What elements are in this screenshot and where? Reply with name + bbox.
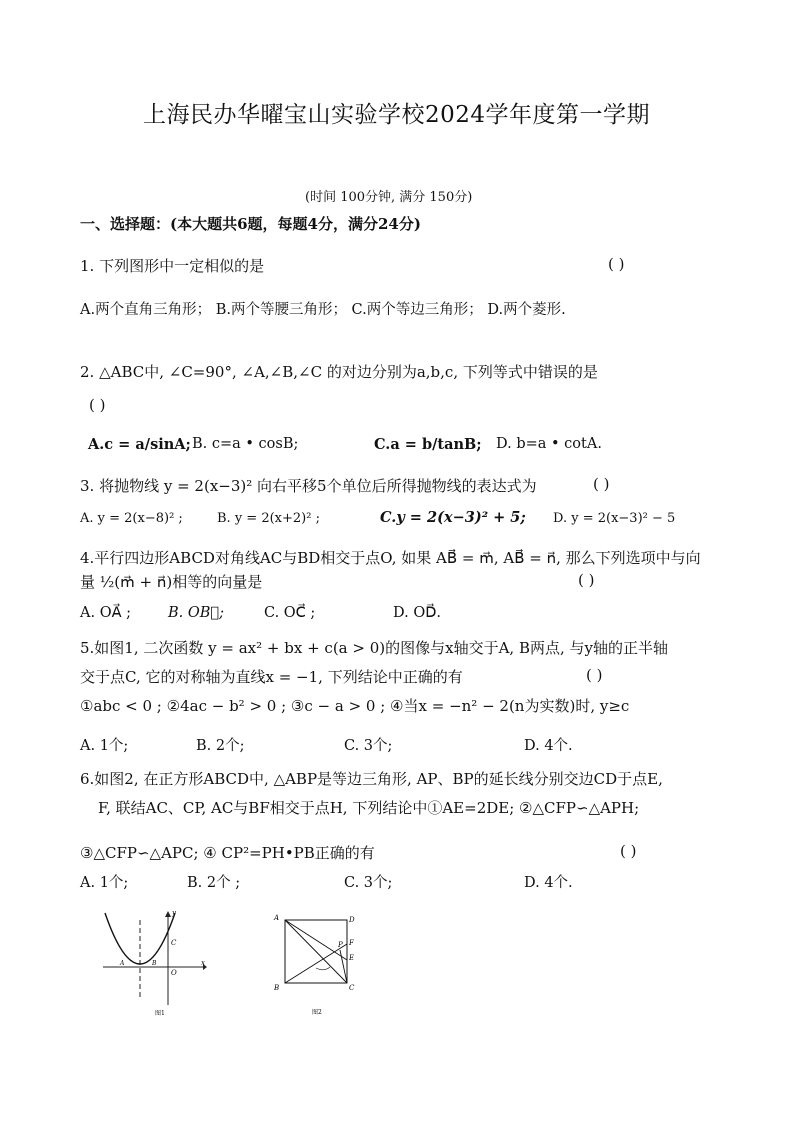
q6-stem-line1: 6.如图2, 在正方形ABCD中, △ABP是等边三角形, AP、BP的延长线分别交边CD于点E,: [80, 770, 663, 788]
line-ae: [285, 920, 347, 960]
fig1-label-b: B: [152, 960, 157, 967]
fig1-label-a: A: [120, 960, 125, 967]
angle-arc: [316, 967, 330, 970]
q1-options: A.两个直角三角形； B.两个等腰三角形； C.两个等边三角形； D.两个菱形.: [80, 302, 566, 318]
q6-option-d: D. 4个.: [524, 875, 573, 891]
figure-2-square: [268, 910, 368, 1020]
q3-option-a: A. y = 2(x−8)² ;: [80, 511, 183, 526]
fig1-caption: 图1: [155, 1010, 165, 1017]
fig1-label-o: O: [171, 969, 177, 977]
q2-option-b: B. c=a • cosB;: [192, 436, 299, 452]
q2-stem: 2. △ABC中, ∠C=90°, ∠A,∠B,∠C 的对边分别为a,b,c, 下列等式中错误的是: [80, 363, 598, 381]
q1-answer-bracket: ( ): [608, 255, 625, 273]
line-pc: [340, 950, 347, 983]
q6-answer-bracket: ( ): [620, 842, 637, 860]
q5-option-b: B. 2个;: [196, 738, 245, 754]
q6-stem-line3: ③△CFP∽△APC; ④ CP²=PH•PB正确的有: [80, 844, 375, 862]
y-axis-arrow: [165, 911, 171, 917]
fig2-label-b: B: [274, 984, 280, 992]
q4-option-c: C. OC⃗ ;: [264, 605, 316, 621]
fig1-label-x: x: [201, 959, 205, 967]
document-title: 上海民办华曜宝山实验学校2024学年度第一学期: [143, 102, 651, 128]
q2-option-d: D. b=a • cotA.: [496, 436, 602, 452]
q5-option-d: D. 4个.: [524, 738, 573, 754]
q3-option-b: B. y = 2(x+2)² ;: [217, 511, 320, 526]
fig2-label-d: D: [349, 916, 355, 924]
line-bf: [285, 944, 347, 983]
q5-statements: ①abc < 0 ; ②4ac − b² > 0 ; ③c − a > 0 ; ④当x = −n² − 2(n为实数)时, y≥c: [80, 697, 630, 715]
q3-option-d: D. y = 2(x−3)² − 5: [553, 511, 676, 526]
q2-option-a: A.c = a/sinA;: [88, 436, 191, 453]
exam-info: (时间 100分钟, 满分 150分): [305, 190, 473, 205]
figure-1-parabola: [95, 905, 215, 1020]
section-heading: 一、选择题：(本大题共6题，每题4分，满分24分): [80, 215, 421, 233]
q4-option-a: A. OA⃗ ;: [80, 605, 131, 621]
q4-option-b: B. OB⃗;: [168, 605, 225, 621]
q3-option-c: C.y = 2(x−3)² + 5;: [380, 509, 526, 526]
q5-option-a: A. 1个;: [80, 738, 129, 754]
q6-option-b: B. 2个 ;: [187, 875, 241, 891]
fig1-label-y: y: [172, 909, 176, 917]
q5-answer-bracket: ( ): [586, 666, 603, 684]
diagonal-ac: [285, 920, 347, 983]
fig2-label-a: A: [274, 914, 280, 922]
q6-option-a: A. 1个;: [80, 875, 129, 891]
q6-option-c: C. 3个;: [344, 875, 393, 891]
q4-stem-line2: 量 ½(m⃗ + n⃗)相等的向量是: [80, 573, 263, 591]
q3-stem: 3. 将抛物线 y = 2(x−3)² 向右平移5个单位后所得抛物线的表达式为: [80, 477, 537, 495]
q1-stem: 1. 下列图形中一定相似的是: [80, 257, 265, 275]
fig1-label-c: C: [171, 939, 177, 947]
q5-option-c: C. 3个;: [344, 738, 393, 754]
q5-stem-line1: 5.如图1, 二次函数 y = ax² + bx + c(a > 0)的图像与x轴交于A, B两点, 与y轴的正半轴: [80, 639, 668, 657]
fig2-caption: 图2: [312, 1009, 322, 1016]
q4-option-d: D. OD⃗.: [393, 605, 441, 621]
fig2-label-f: F: [349, 939, 354, 947]
fig2-label-c: C: [349, 984, 355, 992]
q3-answer-bracket: ( ): [593, 475, 610, 493]
q4-answer-bracket: ( ): [578, 571, 595, 589]
fig2-label-e: E: [349, 954, 355, 962]
q5-stem-line2: 交于点C, 它的对称轴为直线x = −1, 下列结论中正确的有: [80, 668, 463, 686]
q6-stem-line2: F, 联结AC、CP, AC与BF相交于点H, 下列结论中①AE=2DE; ②△CFP∽△APH;: [98, 799, 640, 817]
fig2-label-p: P: [338, 941, 343, 949]
q4-stem-line1: 4.平行四边形ABCD对角线AC与BD相交于点O, 如果 AB⃗ = m⃗, AB⃗ = n⃗, 那么下列选项中与向: [80, 549, 701, 567]
q2-answer-bracket: ( ): [89, 396, 106, 414]
q2-option-c: C.a = b/tanB;: [374, 436, 482, 453]
